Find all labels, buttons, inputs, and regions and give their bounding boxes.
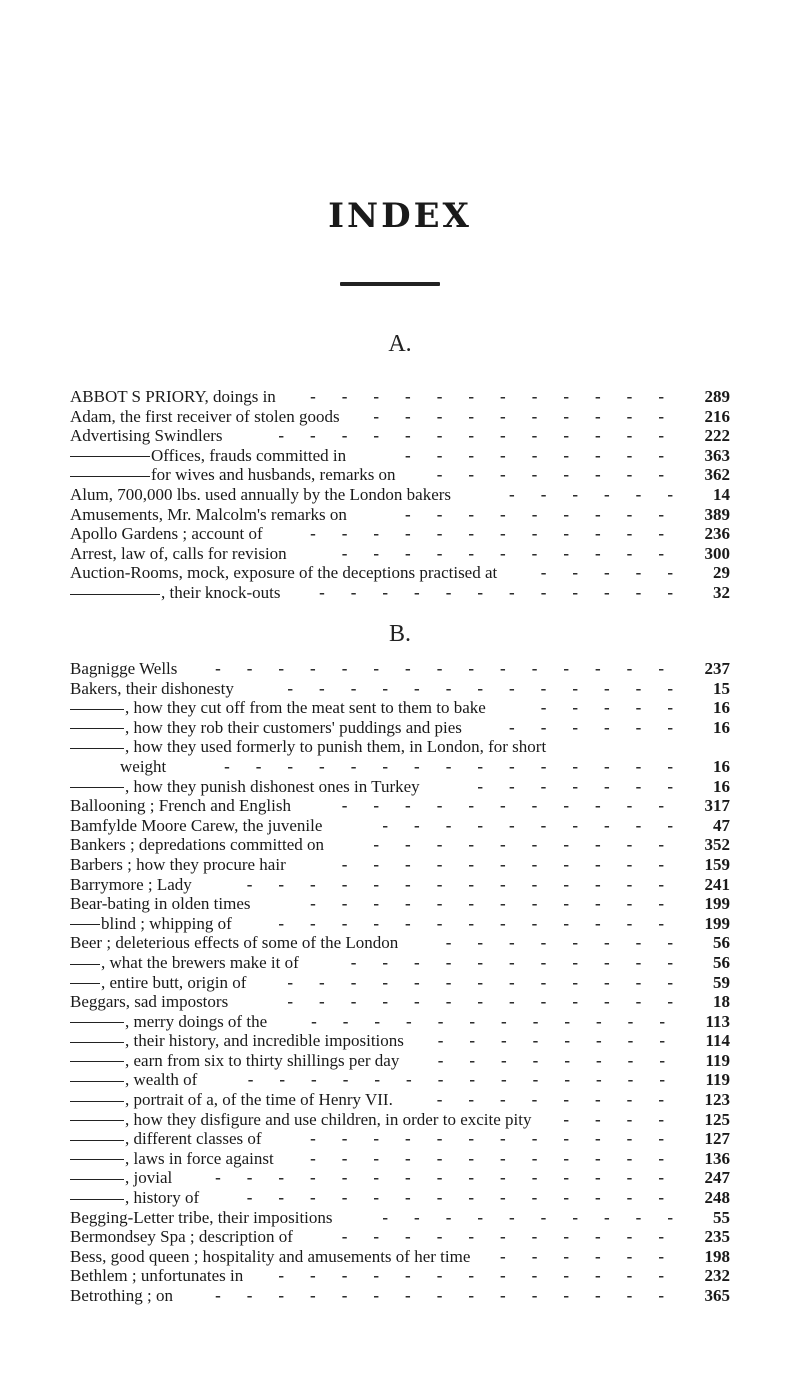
dot-leader: ----------- xyxy=(350,952,699,972)
page-number: 14 xyxy=(713,484,730,504)
index-entry xyxy=(70,1286,730,1306)
dot-leader: --------------- xyxy=(215,1286,690,1305)
index-entry xyxy=(70,407,730,427)
entry-text: , different classes of xyxy=(125,1129,262,1149)
entry-text: for wives and husbands, remarks on xyxy=(151,465,396,485)
index-entry xyxy=(70,563,730,583)
dot-leader: ------------ xyxy=(310,524,690,544)
page-number: 232 xyxy=(704,1266,730,1286)
index-entry xyxy=(70,465,730,485)
index-entry xyxy=(70,953,730,973)
page-number: 16 xyxy=(713,756,730,776)
entry-text: , laws in force against xyxy=(125,1148,274,1168)
entry-text: Bakers, their dishonesty xyxy=(70,678,234,698)
ditto-dash xyxy=(70,728,124,729)
page-number: 198 xyxy=(704,1246,730,1266)
ditto-dash xyxy=(70,594,160,595)
index-entry xyxy=(70,485,730,505)
ditto-dash xyxy=(70,456,150,457)
dot-leader: ---------- xyxy=(373,835,690,855)
page-number: 389 xyxy=(704,504,730,524)
index-entry xyxy=(70,1208,730,1228)
page-number: 247 xyxy=(704,1168,730,1188)
index-entry xyxy=(70,1247,730,1267)
dot-leader: ---------- xyxy=(382,1207,699,1227)
entry-text: Bankers ; depredations committed on xyxy=(70,835,324,855)
entry-text: Adam, the first receiver of stolen goods xyxy=(70,406,340,426)
page-number: 18 xyxy=(713,992,730,1012)
dot-leader: ----------- xyxy=(341,854,690,874)
index-entry xyxy=(70,1031,730,1051)
dot-leader: -------- xyxy=(437,1050,691,1070)
page-number: 235 xyxy=(704,1227,730,1247)
page-number: 47 xyxy=(713,815,730,835)
dot-leader: ------ xyxy=(500,1246,690,1266)
page-number: 248 xyxy=(704,1188,730,1208)
index-entry xyxy=(70,524,730,544)
index-entry xyxy=(70,1090,730,1110)
index-entry xyxy=(70,973,730,993)
entry-text: Bear-bating in olden times xyxy=(70,894,251,914)
entry-text: blind ; whipping of xyxy=(101,913,232,933)
dot-leader: ---------- xyxy=(373,406,690,426)
ditto-dash xyxy=(70,1101,124,1102)
page-number: 136 xyxy=(704,1148,730,1168)
entry-text: Bermondsey Spa ; description of xyxy=(70,1227,293,1247)
dot-leader: ------------- xyxy=(287,972,699,992)
dot-leader: ------- xyxy=(477,776,699,796)
index-entry xyxy=(70,796,730,816)
dot-leader: ----- xyxy=(540,698,699,718)
ditto-dash xyxy=(70,1179,124,1180)
page-number: 236 xyxy=(704,524,730,544)
section-letter-b: B. xyxy=(388,621,411,647)
dot-leader: ------------ xyxy=(319,582,699,602)
entry-text: , earn from six to thirty shillings per day xyxy=(125,1050,400,1070)
dot-leader: -------- xyxy=(437,1031,691,1051)
ditto-dash xyxy=(70,1061,124,1062)
index-entry xyxy=(70,777,730,797)
ditto-dash xyxy=(70,709,124,710)
index-entry xyxy=(70,1149,730,1169)
section-letter-a: A. xyxy=(388,331,412,357)
index-entry xyxy=(70,1012,730,1032)
entry-text: , jovial xyxy=(125,1168,173,1188)
dot-leader: --------------- xyxy=(215,1168,690,1188)
entry-text: Beggars, sad impostors xyxy=(70,992,229,1012)
page-number: 317 xyxy=(704,796,730,816)
page-number: 127 xyxy=(704,1129,730,1149)
dot-leader: ---- xyxy=(563,1109,690,1129)
index-entry xyxy=(70,933,730,953)
dot-leader: ----- xyxy=(540,563,699,583)
dot-leader: --------------- xyxy=(215,659,690,678)
page-number: 16 xyxy=(713,717,730,737)
page-number: 363 xyxy=(704,445,730,465)
index-entry xyxy=(70,544,730,564)
page-title: INDEX xyxy=(328,196,472,236)
entry-text: Bamfylde Moore Carew, the juvenile xyxy=(70,815,323,835)
entry-text: Bethlem ; unfortunates in xyxy=(70,1266,244,1286)
index-entry xyxy=(70,737,730,757)
entry-text: , how they cut off from the meat sent to them to bake xyxy=(125,698,486,718)
dot-leader: ----------- xyxy=(341,1227,690,1247)
entry-text: Begging-Letter tribe, their impositions xyxy=(70,1207,333,1227)
index-entry xyxy=(70,426,730,446)
index-entry xyxy=(70,387,730,407)
entry-text: Apollo Gardens ; account of xyxy=(70,524,263,544)
dot-leader: -------- xyxy=(436,465,690,485)
dot-leader: ------------- xyxy=(287,678,699,698)
ditto-dash xyxy=(70,924,100,925)
page-number: 199 xyxy=(704,894,730,914)
entry-text: Ballooning ; French and English xyxy=(70,796,291,816)
title-rule xyxy=(340,282,440,286)
entry-text: weight xyxy=(120,756,167,776)
index-entry xyxy=(70,718,730,738)
index-entry xyxy=(70,914,730,934)
page-number: 365 xyxy=(704,1286,730,1305)
dot-leader: --------- xyxy=(405,445,690,465)
index-entry xyxy=(70,698,730,718)
dot-leader: ------ xyxy=(509,717,699,737)
index-entry xyxy=(70,583,730,603)
ditto-dash xyxy=(70,1159,124,1160)
page-number: 237 xyxy=(704,659,730,678)
index-entry xyxy=(70,446,730,466)
entry-text: Bagnigge Wells xyxy=(70,659,178,678)
dot-leader: -------------- xyxy=(246,1188,690,1208)
index-entry xyxy=(70,835,730,855)
section-b-entries xyxy=(70,659,730,1306)
dot-leader: --------------- xyxy=(224,756,699,776)
page-number: 29 xyxy=(713,563,730,583)
ditto-dash xyxy=(70,1140,124,1141)
page-number: 199 xyxy=(704,913,730,933)
page-number: 119 xyxy=(705,1050,730,1070)
dot-leader: ------------ xyxy=(310,894,690,914)
dot-leader: ------------ xyxy=(310,1148,690,1168)
dot-leader: ------------- xyxy=(278,426,690,446)
page-number: 289 xyxy=(704,387,730,406)
ditto-dash xyxy=(70,476,150,477)
entry-text: Arrest, law of, calls for revision xyxy=(70,543,287,563)
page-number: 352 xyxy=(704,835,730,855)
entry-text: Barrymore ; Lady xyxy=(70,874,192,894)
section-a-entries xyxy=(70,387,730,603)
entry-text: Auction-Rooms, mock, exposure of the deceptions practised at xyxy=(70,563,498,583)
page-number: 300 xyxy=(704,543,730,563)
index-entry xyxy=(70,659,730,679)
dot-leader: ------------ xyxy=(310,387,690,406)
entry-text: , how they punish dishonest ones in Turkey xyxy=(125,776,420,796)
ditto-dash xyxy=(70,964,100,965)
entry-text: , how they rob their customers' puddings and pies xyxy=(125,717,462,737)
dot-leader: -------------- xyxy=(246,874,690,894)
dot-leader: ------------- xyxy=(278,913,690,933)
entry-text: Betrothing ; on xyxy=(70,1286,173,1305)
dot-leader: ------ xyxy=(509,484,699,504)
entry-text: , their knock-outs xyxy=(161,582,281,602)
ditto-dash xyxy=(70,983,100,984)
index-entry xyxy=(70,1266,730,1286)
index-entry xyxy=(70,1227,730,1247)
page-number: 159 xyxy=(704,854,730,874)
entry-text: Barbers ; how they procure hair xyxy=(70,854,286,874)
entry-text: , what the brewers make it of xyxy=(101,952,299,972)
index-entry xyxy=(70,894,730,914)
ditto-dash xyxy=(70,748,124,749)
index-entry xyxy=(70,816,730,836)
entry-text: Alum, 700,000 lbs. used annually by the London bakers xyxy=(70,484,452,504)
dot-leader: ----------- xyxy=(341,543,690,563)
index-entry xyxy=(70,679,730,699)
page-number: 16 xyxy=(713,698,730,718)
dot-leader: ------------ xyxy=(310,1129,690,1149)
page-number: 123 xyxy=(704,1090,730,1110)
page-number: 216 xyxy=(704,406,730,426)
page-number: 362 xyxy=(704,465,730,485)
entry-text: Beer ; deleterious effects of some of the London xyxy=(70,933,399,953)
entry-text: Bess, good queen ; hospitality and amusements of her time xyxy=(70,1246,471,1266)
dot-leader: ------------- xyxy=(278,1266,690,1286)
page-number: 55 xyxy=(713,1207,730,1227)
entry-text: , entire butt, origin of xyxy=(101,972,247,992)
page-number: 114 xyxy=(705,1031,730,1051)
page-number: 222 xyxy=(704,426,730,446)
entry-text: , their history, and incredible impositions xyxy=(125,1031,404,1051)
dot-leader: -------- xyxy=(436,1090,690,1110)
dot-leader: ----------- xyxy=(341,796,690,816)
page-number: 125 xyxy=(704,1109,730,1129)
entry-text: , how they used formerly to punish them, in London, for short xyxy=(125,737,547,757)
page-number: 119 xyxy=(705,1070,730,1090)
page-number: 241 xyxy=(704,874,730,894)
page-number: 56 xyxy=(713,952,730,972)
entry-text: , how they disfigure and use children, in order to excite pity xyxy=(125,1109,532,1129)
ditto-dash xyxy=(70,1120,124,1121)
index-entry xyxy=(70,757,730,777)
dot-leader: --------- xyxy=(405,504,690,524)
entry-text: ABBOT S PRIORY, doings in xyxy=(70,387,276,406)
index-entry xyxy=(70,505,730,525)
entry-text: , merry doings of the xyxy=(125,1011,268,1031)
ditto-dash xyxy=(70,1199,124,1200)
ditto-dash xyxy=(70,787,124,788)
page-number: 16 xyxy=(713,776,730,796)
index-entry xyxy=(70,855,730,875)
entry-text: Advertising Swindlers xyxy=(70,426,223,446)
index-entry xyxy=(70,992,730,1012)
page-number: 113 xyxy=(705,1011,730,1031)
index-entry xyxy=(70,875,730,895)
dot-leader: ---------- xyxy=(382,815,699,835)
page-number: 59 xyxy=(713,972,730,992)
dot-leader: ------------- xyxy=(287,992,699,1012)
entry-text: Offices, frauds committed in xyxy=(151,445,347,465)
dot-leader: -------------- xyxy=(247,1070,691,1090)
entry-text: , wealth of xyxy=(125,1070,198,1090)
index-entry xyxy=(70,1110,730,1130)
ditto-dash xyxy=(70,1042,124,1043)
dot-leader: ------------ xyxy=(311,1011,691,1031)
entry-text: , history of xyxy=(125,1188,200,1208)
ditto-dash xyxy=(70,1022,124,1023)
ditto-dash xyxy=(70,1081,124,1082)
entry-text: , portrait of a, of the time of Henry VII. xyxy=(125,1090,393,1110)
page-number: 15 xyxy=(713,678,730,698)
page-number: 56 xyxy=(713,933,730,953)
entry-text: Amusements, Mr. Malcolm's remarks on xyxy=(70,504,347,524)
index-entry xyxy=(70,1188,730,1208)
index-entry xyxy=(70,1051,730,1071)
page-number: 32 xyxy=(713,582,730,602)
index-entry xyxy=(70,1129,730,1149)
index-entry xyxy=(70,1168,730,1188)
index-entry xyxy=(70,1070,730,1090)
dot-leader: -------- xyxy=(445,933,699,953)
